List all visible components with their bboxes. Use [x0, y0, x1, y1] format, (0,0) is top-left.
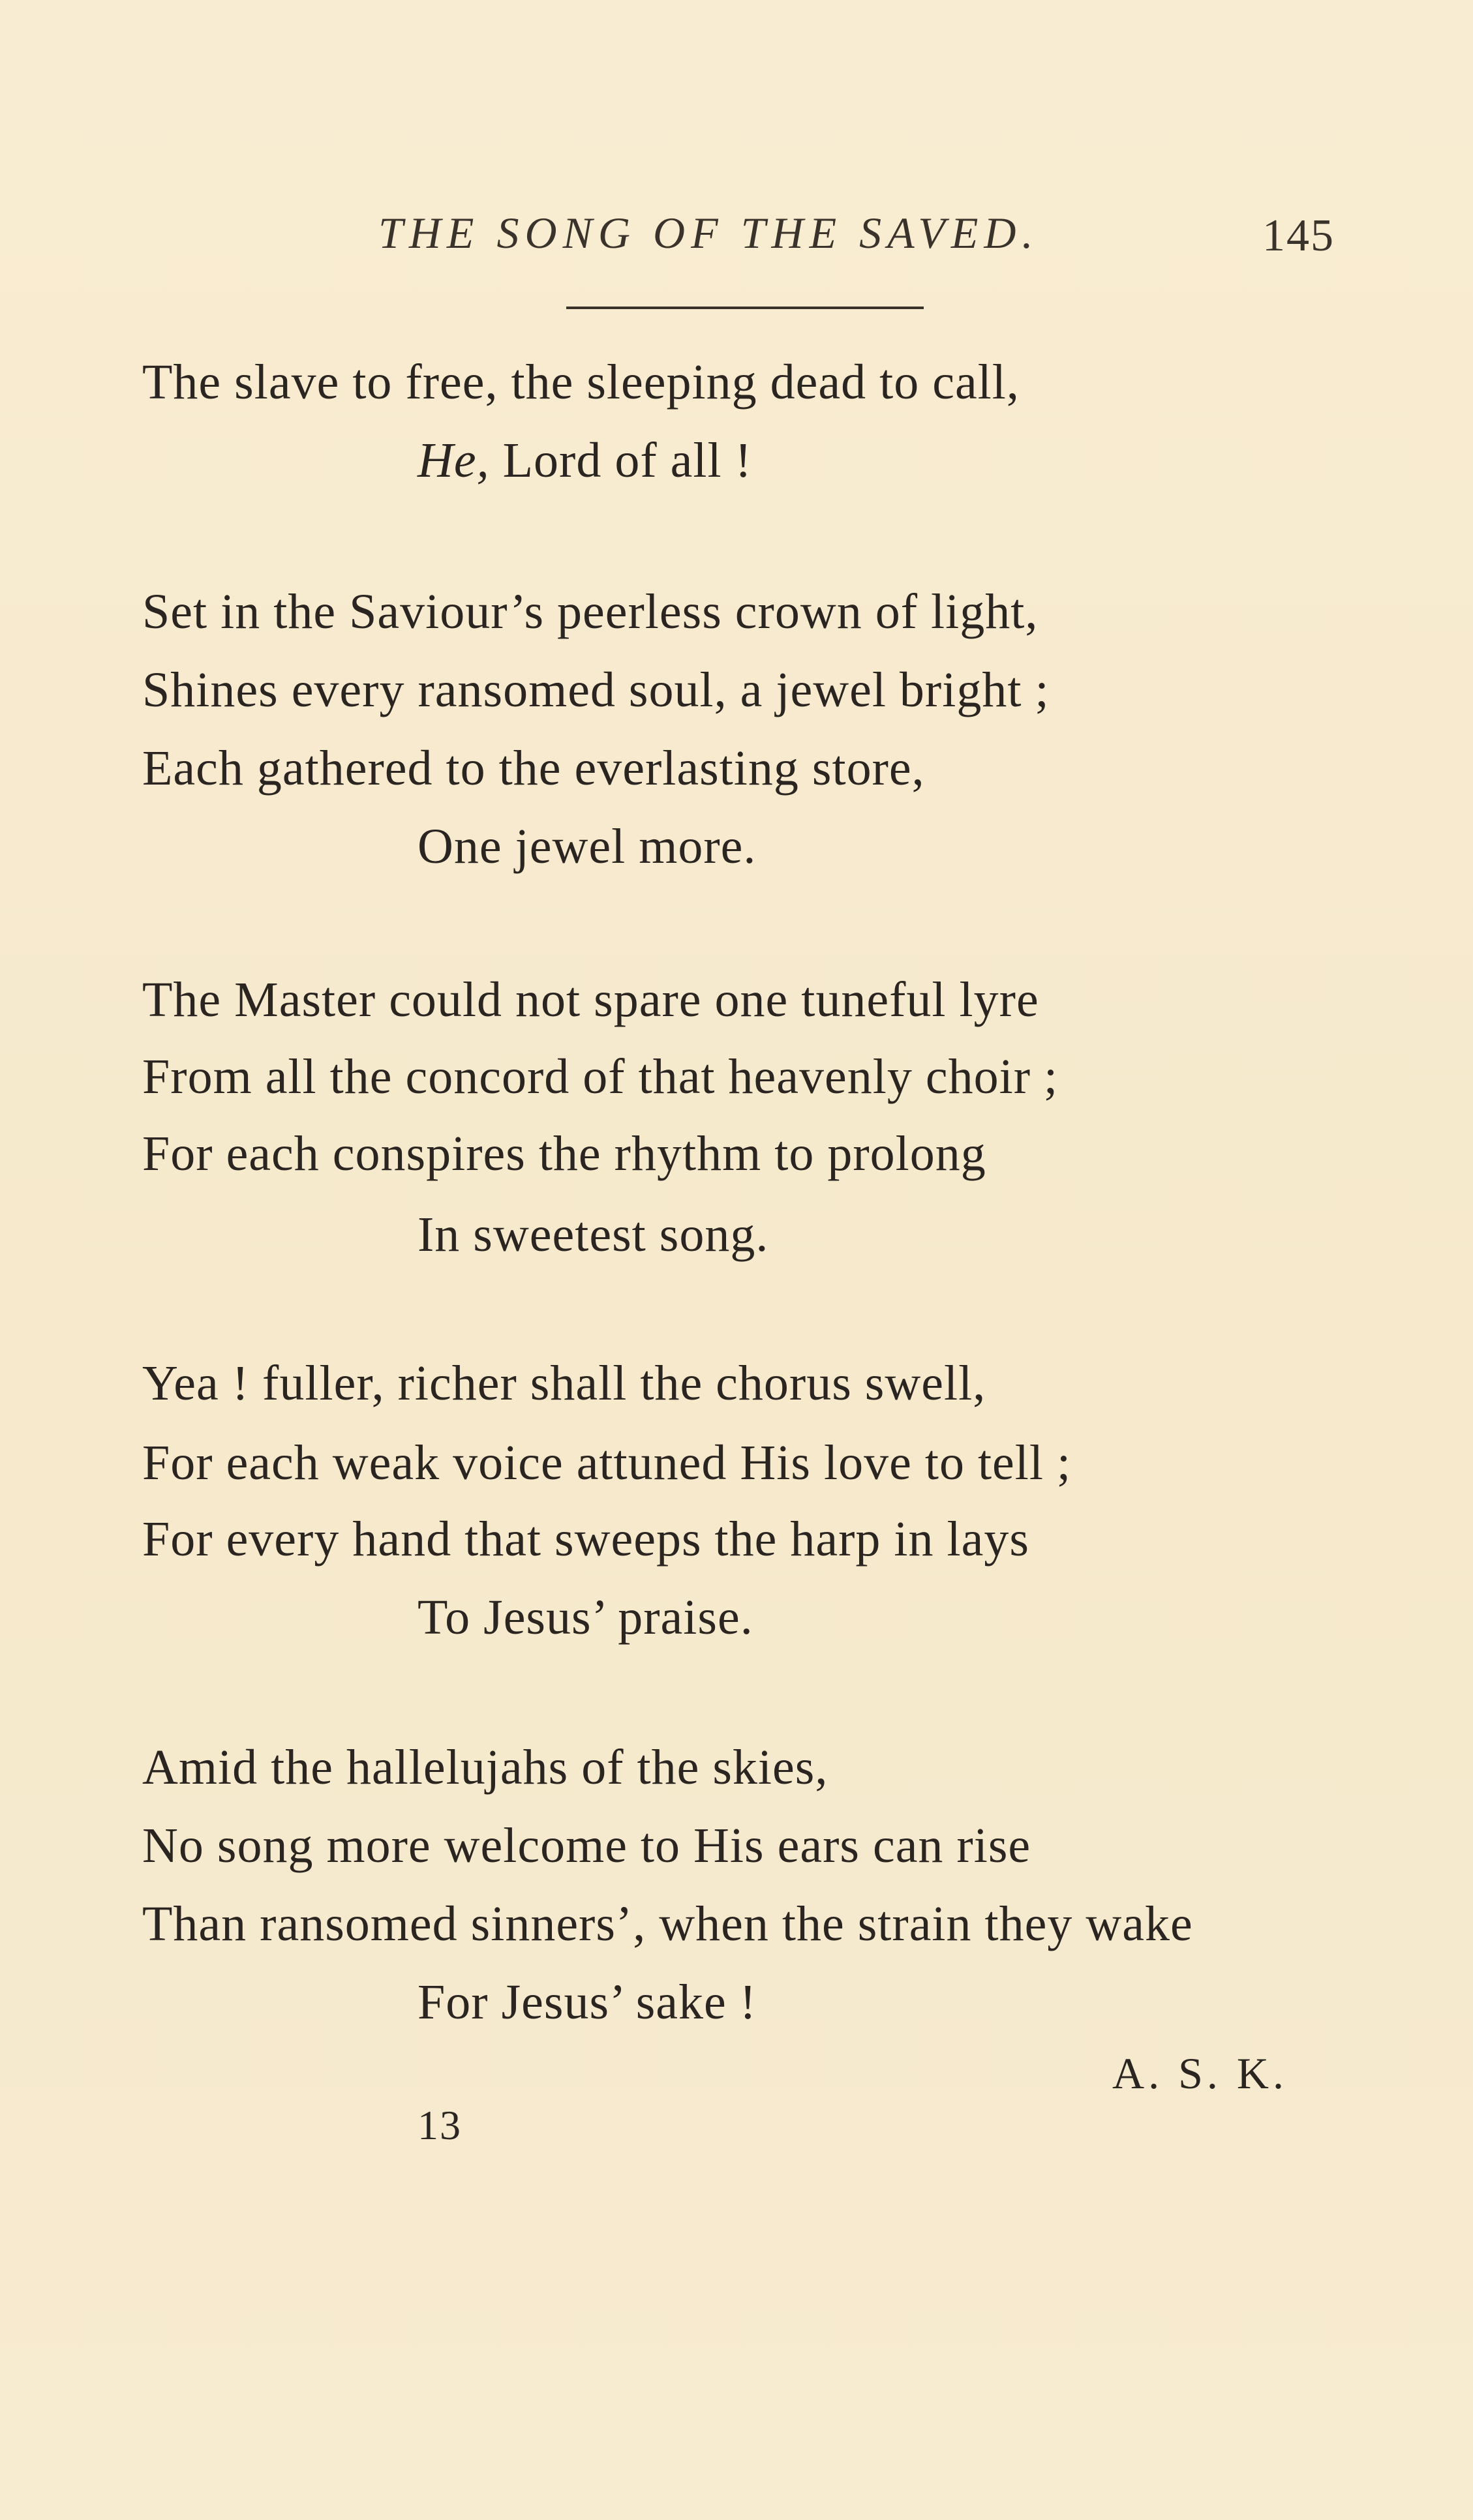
poem-line: For every hand that sweeps the harp in lays — [142, 1512, 1029, 1567]
poem-line: For Jesus’ sake ! — [418, 1975, 757, 2030]
poem-line: Shines every ransomed soul, a jewel bright ; — [142, 663, 1050, 717]
poem-line: For each weak voice attuned His love to tell ; — [142, 1435, 1072, 1490]
poem-line: Each gathered to the everlasting store, — [142, 741, 925, 796]
poem-line: Than ransomed sinners’, when the strain they wake — [142, 1897, 1193, 1951]
poem-line: The Master could not spare one tuneful lyre — [142, 972, 1039, 1027]
running-header-title: THE SONG OF THE SAVED. — [378, 208, 1039, 258]
poem-line: One jewel more. — [418, 819, 757, 874]
emphasis-word: He, — [418, 433, 490, 488]
poem-line: The slave to free, the sleeping dead to call, — [142, 355, 1020, 410]
header-rule — [566, 307, 924, 309]
poem-line: Set in the Saviour’s peerless crown of light, — [142, 584, 1039, 639]
author-signature: A. S. K. — [1112, 2048, 1288, 2098]
poem-line: In sweetest song. — [418, 1207, 769, 1262]
poem-line-text: Lord of all ! — [502, 433, 752, 488]
poem-line: Amid the hallelujahs of the skies, — [142, 1740, 828, 1795]
poem-line: To Jesus’ praise. — [418, 1590, 753, 1645]
poem-line — [418, 433, 752, 488]
poem-line: No song more welcome to His ears can rise — [142, 1818, 1031, 1873]
poem-line: From all the concord of that heavenly choir ; — [142, 1049, 1059, 1104]
poem-line: For each conspires the rhythm to prolong — [142, 1126, 986, 1181]
signature-mark: 13 — [418, 2102, 462, 2148]
poem-line: Yea ! fuller, richer shall the chorus swell, — [142, 1356, 986, 1411]
page-number: 145 — [1262, 211, 1335, 261]
